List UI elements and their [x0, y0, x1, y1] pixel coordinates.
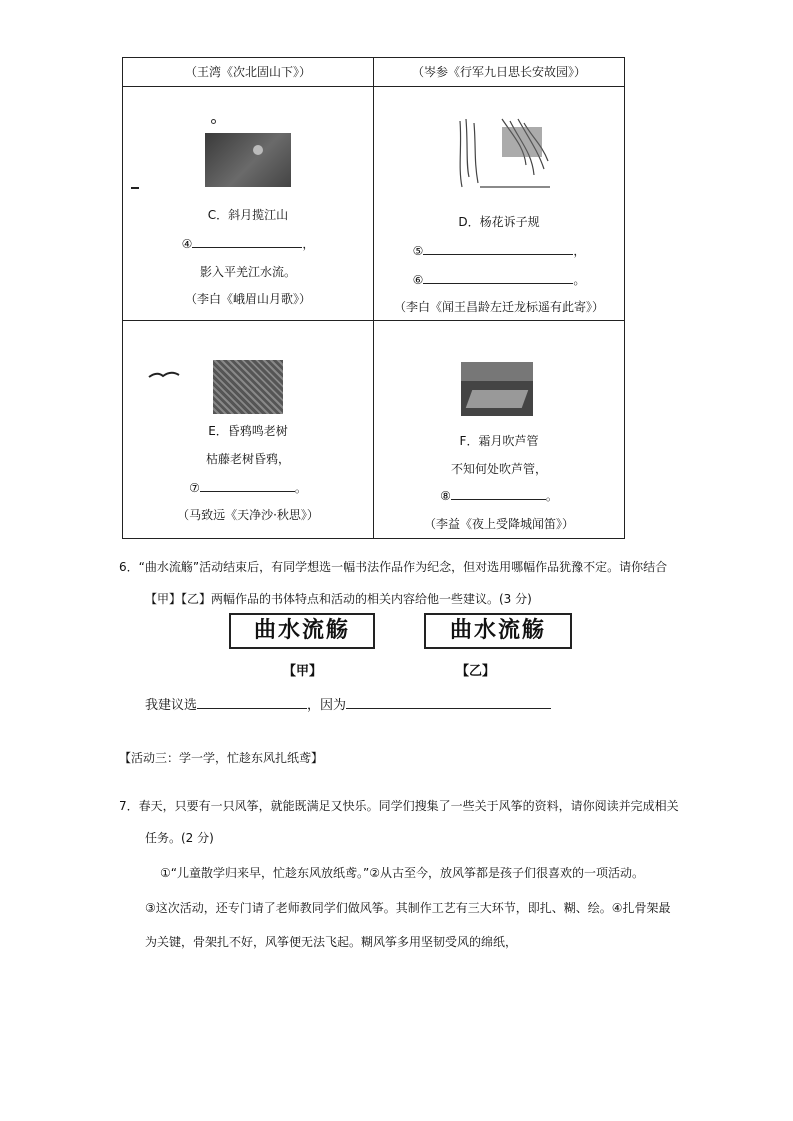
calligraphy-jia: 曲水流觞	[229, 613, 375, 649]
q7-p1: ①“儿童散学归来早，忙趁东风放纸鸢。”②从古至今，放风筝都是孩子们很喜欢的一项活动。	[160, 866, 644, 880]
q7-line1: 7．春天，只要有一只风筝，就能既满足又快乐。同学们搜集了一些关于风筝的资料，请你阅读并完成相关	[119, 799, 679, 813]
d-blank1-line: ⑤ ，	[412, 244, 586, 258]
header-cell-left	[123, 58, 374, 87]
f-answer-blank[interactable]	[451, 487, 546, 500]
cell-f	[374, 321, 625, 539]
c-answer-blank[interactable]	[192, 235, 302, 248]
f-label: F．霜月吹芦管	[459, 434, 539, 448]
q7-line2: 任务。(2 分)	[145, 831, 214, 845]
q7-p2: ③这次活动，还专门请了老师教同学们做风筝。其制作工艺有三大环节，即扎、糊、绘。④扎骨架最	[145, 901, 671, 915]
q7-p3: 为关键，骨架扎不好，风筝便无法飞起。糊风筝多用坚韧受风的绵纸，	[145, 935, 518, 949]
willow-image	[454, 117, 554, 195]
e-blank-line: ⑦ 。	[189, 481, 307, 495]
e-answer-blank[interactable]	[200, 479, 295, 492]
crow-mark	[147, 369, 181, 381]
f-line: 不知何处吹芦管，	[450, 462, 547, 476]
cell-d	[374, 87, 625, 321]
crow-tree-image	[213, 360, 283, 414]
poem-table	[122, 57, 625, 539]
header-right-text: （岑参《行军九日思长安故园》）	[411, 65, 586, 79]
scan-mark	[131, 187, 139, 189]
calligraphy-yi: 曲水流觞	[424, 613, 572, 649]
label-jia: 【甲】	[283, 664, 323, 679]
c-label: C．斜月揽江山	[207, 208, 289, 222]
q6-answer-line	[145, 694, 551, 713]
f-blank-line: ⑧ 。	[440, 489, 558, 503]
d-source: （李白《闻王昌龄左迁龙标遥有此寄》）	[393, 300, 604, 314]
moon-river-image	[205, 133, 291, 187]
c-blank-line: ④ ，	[181, 237, 315, 251]
d-answer-blank-2[interactable]	[423, 271, 573, 284]
frost-moon-image	[461, 362, 533, 416]
label-yi: 【乙】	[456, 664, 496, 679]
c-line: 影入平羌江水流。	[199, 265, 296, 279]
c-source: （李白《峨眉山月歌》）	[184, 292, 311, 306]
cell-c	[123, 87, 374, 321]
q6-line2: 【甲】【乙】两幅作品的书体特点和活动的相关内容给他一些建议。(3 分)	[145, 592, 532, 606]
cell-e	[123, 321, 374, 539]
d-label: D．杨花诉子规	[458, 215, 540, 229]
c-blank-num: ④	[181, 237, 193, 251]
choice-blank[interactable]	[197, 696, 307, 709]
activity3-heading: 【活动三：学一学，忙趁东风扎纸鸢】	[119, 751, 324, 765]
reason-blank[interactable]	[346, 696, 551, 709]
answer-mid: ，因为	[307, 698, 347, 713]
d-blank2-line: ⑥ 。	[412, 273, 586, 287]
q6-line1: 6．“曲水流觞”活动结束后，有同学想选一幅书法作品作为纪念，但对选用哪幅作品犹豫不定。请你结合	[119, 560, 668, 574]
header-left-text: （王湾《次北固山下》）	[184, 65, 311, 79]
e-source: （马致远《天净沙·秋思》）	[177, 508, 319, 522]
header-cell-right	[374, 58, 625, 87]
d-answer-blank-1[interactable]	[423, 242, 573, 255]
answer-prefix: 我建议选	[145, 698, 198, 713]
e-label: E．昏鸦鸣老树	[208, 424, 288, 438]
e-line: 枯藤老树昏鸦，	[205, 452, 290, 466]
f-source: （李益《夜上受降城闻笛》）	[423, 517, 574, 531]
